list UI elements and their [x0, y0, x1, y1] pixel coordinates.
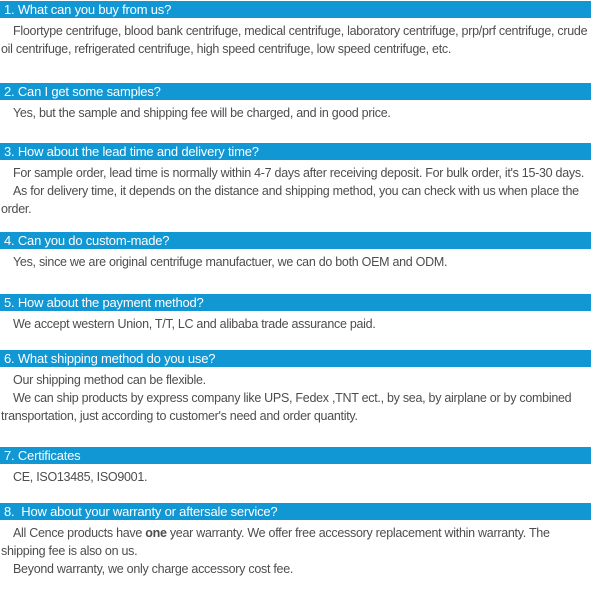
- faq-question-bar-8: 8. How about your warranty or aftersale service?: [0, 503, 591, 520]
- faq-answer-8: [0, 524, 600, 578]
- faq-section-8: [0, 503, 600, 578]
- answer-paragraph: Our shipping method can be flexible.: [13, 373, 206, 387]
- faq-section-1: [0, 1, 600, 58]
- faq-section-6: [0, 350, 600, 425]
- faq-question-bar-1: 1. What can you buy from us?: [0, 1, 591, 18]
- answer-paragraph: For sample order, lead time is normally within 4-7 days after receiving deposit. For bulk order, it's 15-30 days.: [13, 166, 585, 180]
- answer-paragraph: Yes, but the sample and shipping fee will be charged, and in good price.: [13, 106, 391, 120]
- faq-answer-6: [0, 371, 600, 425]
- warranty-text-after: year warranty. We offer free accessory replacement within warranty. The shipping fee is also on us.: [1, 526, 550, 558]
- faq-question-bar-4: 4. Can you do custom-made?: [0, 232, 591, 249]
- warranty-text-before: All Cence products have: [13, 526, 146, 540]
- faq-section-2: [0, 83, 600, 122]
- faq-section-7: [0, 447, 600, 486]
- answer-paragraph: Floortype centrifuge, blood bank centrifuge, medical centrifuge, laboratory centrifuge, prp/prf centrifuge, crude oil centrifuge, refrigerated centrifuge, high speed centrifuge, low speed centrifuge, etc.: [1, 24, 588, 56]
- faq-question-bar-6: 6. What shipping method do you use?: [0, 350, 591, 367]
- answer-paragraph: We accept western Union, T/T, LC and alibaba trade assurance paid.: [13, 317, 376, 331]
- faq-answer-1: [0, 22, 600, 58]
- faq-section-5: [0, 294, 600, 333]
- faq-answer-7: [0, 468, 600, 486]
- faq-answer-3: [0, 164, 600, 218]
- faq-question-bar-2: 2. Can I get some samples?: [0, 83, 591, 100]
- answer-paragraph: Beyond warranty, we only charge accessory cost fee.: [13, 562, 294, 576]
- faq-question-bar-3: 3. How about the lead time and delivery time?: [0, 143, 591, 160]
- faq-question-bar-7: 7. Certificates: [0, 447, 591, 464]
- answer-paragraph: We can ship products by express company like UPS, Fedex ,TNT ect., by sea, by airplane or by combined transportation, just according to customer's need and order quantity.: [1, 391, 572, 423]
- answer-paragraph: CE, ISO13485, ISO9001.: [13, 470, 148, 484]
- warranty-bold-one: one: [145, 526, 167, 540]
- faq-answer-2: [0, 104, 600, 122]
- answer-paragraph: As for delivery time, it depends on the distance and shipping method, you can check with us when place the order.: [1, 184, 579, 216]
- faq-answer-5: [0, 315, 600, 333]
- answer-paragraph: Yes, since we are original centrifuge manufactuer, we can do both OEM and ODM.: [13, 255, 448, 269]
- faq-question-bar-5: 5. How about the payment method?: [0, 294, 591, 311]
- faq-section-3: [0, 143, 600, 218]
- answer-paragraph: [1, 524, 591, 560]
- faq-section-4: [0, 232, 600, 271]
- faq-answer-4: [0, 253, 600, 271]
